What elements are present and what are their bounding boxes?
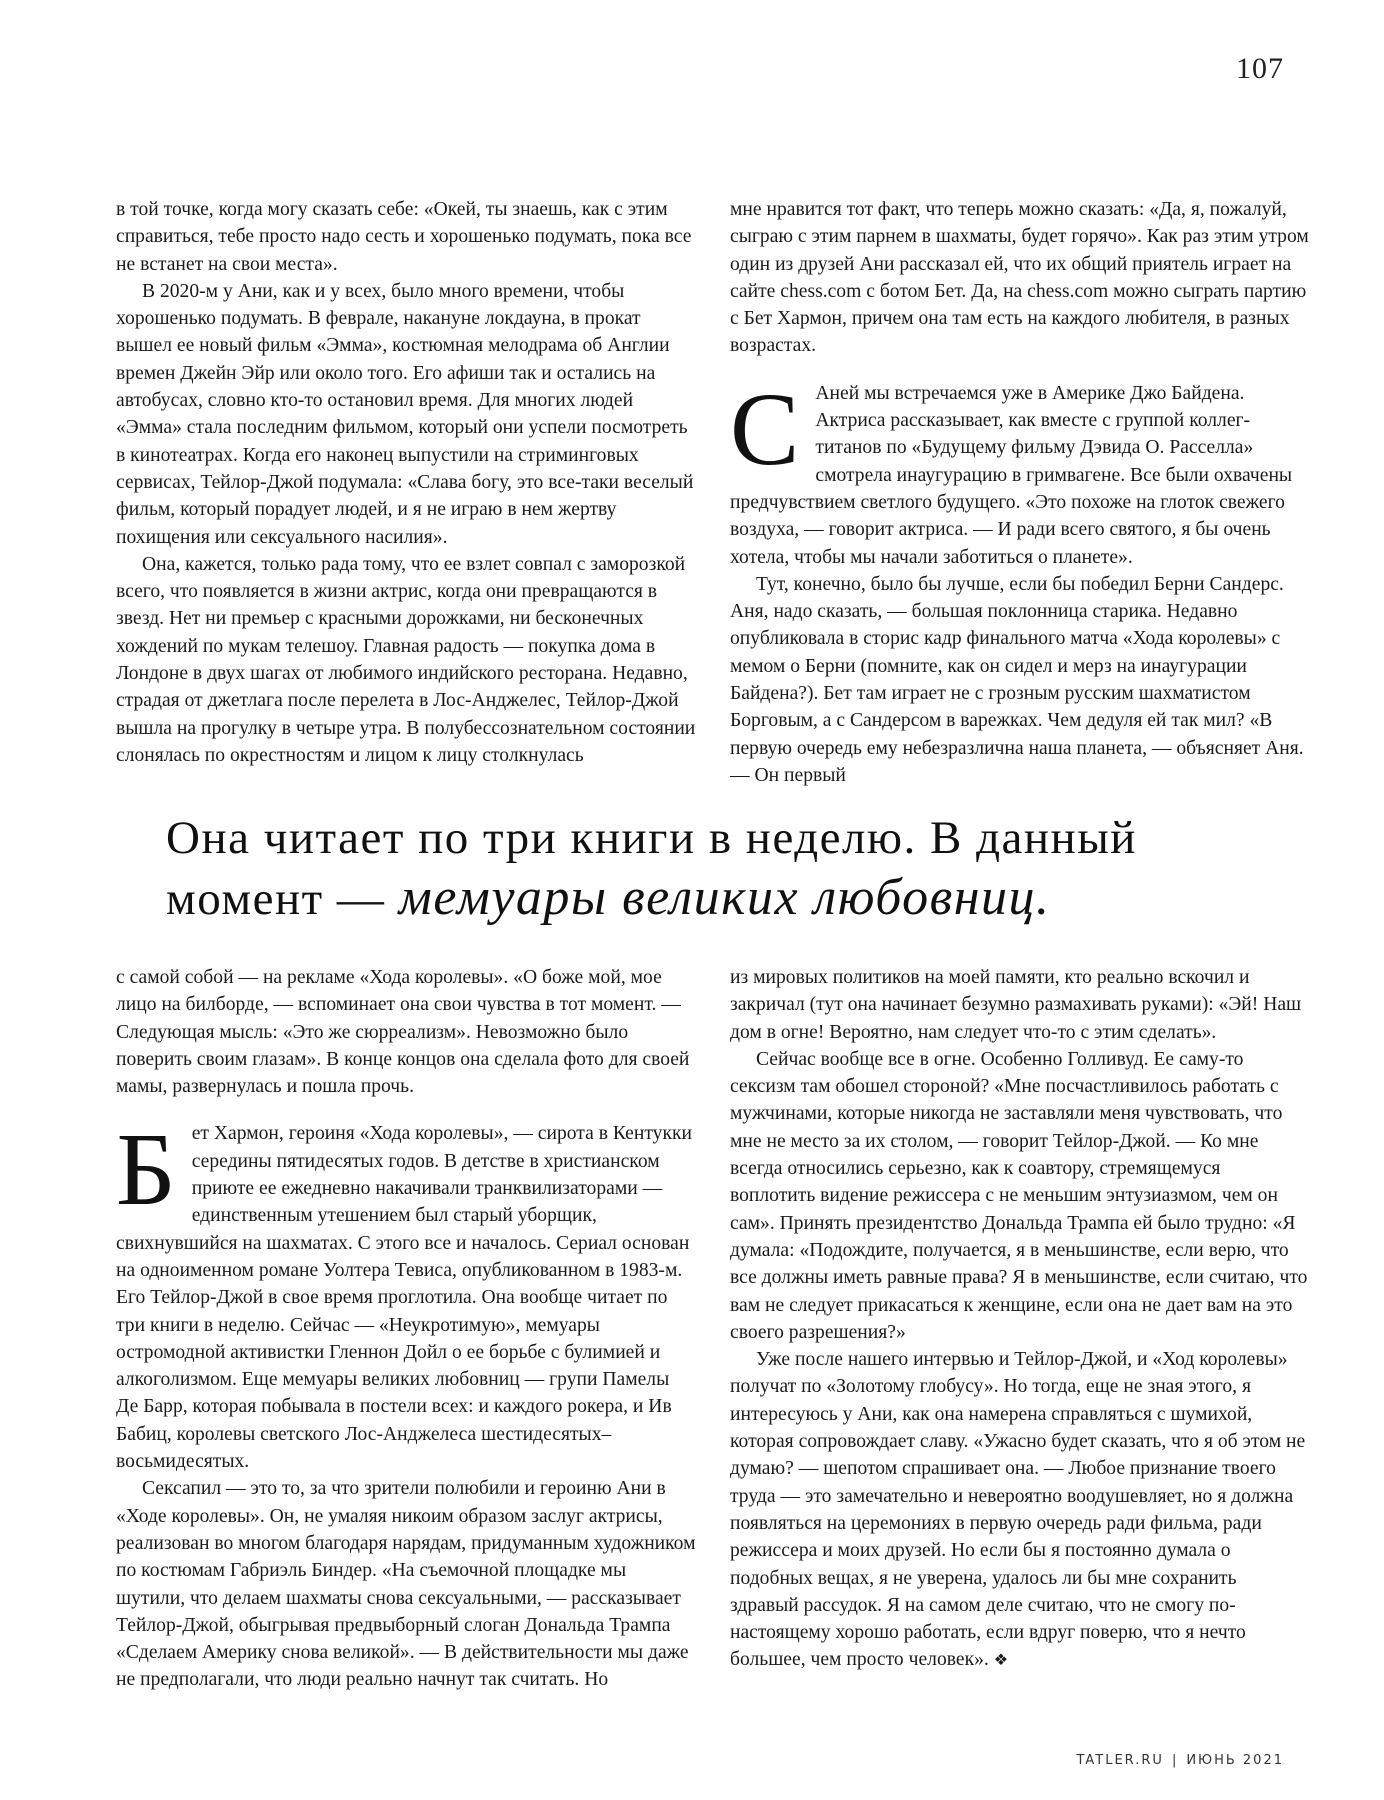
section-opening-paragraph <box>730 371 1310 571</box>
article-column-bottom-right <box>730 964 1310 1675</box>
footer-site: TATLER.RU <box>1076 1753 1164 1768</box>
paragraph: В 2020-м у Ани, как и у всех, было много времени, чтобы хорошенько подумать. В феврале, накануне локдауна, в прокат вышел ее новый фильм «Эмма», костюмная мелодрама об Англии времен Джейн Эйр или около того. Его афиши так и остались на автобусах, словно кто-то остановил время. Для многих людей «Эмма» стала последним фильмом, который они успели посмотреть в кинотеатрах. Когда его наконец выпустили на стриминговых сервисах, Тейлор-Джой подумала: «Слава богу, это все-таки веселый фильм, который порадует людей, и я не играю в нем жертву похищения или сексуального насилия». <box>116 280 694 548</box>
section-opening-paragraph <box>116 1112 696 1475</box>
article-column-top-left <box>116 196 696 769</box>
article-column-top-right <box>730 196 1310 789</box>
paragraph: из мировых политиков на моей памяти, кто реально вскочил и закричал (тут она начинает безумно размахивать руками): «Эй! Наш дом в огне! Вероятно, нам следует что-то с этим сделать». <box>730 967 1302 1043</box>
end-mark-icon: ❖ <box>993 1652 1009 1670</box>
paragraph-text: Уже после нашего интервью и Тейлор-Джой, и «Ход королевы» получат по «Золотому глобусу». Но тогда, еще не зная этого, я интересуюсь у Ани, как она намерена справляться с шумихой, которая сопровождает славу. «Ужасно будет сказать, что я об этом не думаю? — шепотом спрашивает она. — Любое признание твоего труда — это замечательно и невероятно воодушевляет, но я должна появляться на церемониях в первую очередь ради фильма, ради режиссера и моих друзей. Но если бы я постоянно думала о подобных вещах, я не уверена, удалось ли бы мне сохранить здравый рассудок. Я на самом деле считаю, что не смогу по-настоящему хорошо работать, если вдруг поверю, что я нечто большее, чем просто человек». <box>730 1349 1306 1671</box>
pull-quote-emphasis: мемуары великих любовниц. <box>398 869 1051 926</box>
page-number: 107 <box>1236 52 1284 85</box>
paragraph: Тут, конечно, было бы лучше, если бы победил Берни Сандерс. Аня, надо сказать, — большая поклонница старика. Недавно опубликовала в сторис кадр финального матча «Хода королевы» с мемом о Берни (помните, как он сидел и мерз на инаугурации Байдена?). Бет там играет не с грозным русским шахматистом Борговым, а с Сандерсом в варежках. Чем дедуля ей так мил? «В первую очередь ему небезразлична наша планета, — объясняет Аня. — Он первый <box>730 573 1304 786</box>
page-footer <box>1076 1753 1284 1768</box>
paragraph: Сейчас вообще все в огне. Особенно Голливуд. Ее саму-то сексизм там обошел стороной? «Мне посчастливилось работать с мужчинами, которые никогда не заставляли меня чувствовать, что мне не место за их столом, — говорит Тейлор-Джой. — Ко мне всегда относились серьезно, как к соавтору, стремящемуся воплотить видение режиссера с не меньшим энтузиазмом, чем он сам». Принять президентство Дональда Трампа ей было трудно: «Я думала: «Подождите, получается, я в меньшинстве, если верю, что все должны иметь равные права? Я в меньшинстве, если считаю, что вам не следует прикасаться к женщине, если она не дает вам на это своего разрешения?» <box>730 1048 1308 1343</box>
article-column-bottom-left <box>116 964 696 1694</box>
footer-issue: ИЮНЬ 2021 <box>1186 1753 1284 1768</box>
footer-separator: | <box>1171 1753 1179 1768</box>
paragraph <box>730 1346 1310 1675</box>
pull-quote-text: Она читает по три книги в неделю. В данный момент — <box>166 812 1137 925</box>
drop-cap: Б <box>116 1112 176 1228</box>
pull-quote <box>166 808 1266 929</box>
paragraph: мне нравится тот факт, что теперь можно сказать: «Да, я, пожалуй, сыграю с этим парнем в шахматы, будет горячо». Как раз этим утром один из друзей Ани рассказал ей, что их общий приятель играет на сайте chess.com с ботом Бет. Да, на chess.com можно сыграть партию с Бет Хармон, причем она там есть на каждого любителя, в разных возрастах. <box>730 199 1309 357</box>
paragraph-text: ет Хармон, героиня «Хода королевы», — сирота в Кентукки середины пятидесятых годов. В детстве в христианском приюте ее ежедневно накачивали транквилизаторами — единственным утешением был старый уборщик, свихнувшийся на шахматах. С этого все и началось. Сериал основан на одноименном романе Уолтера Тевиса, опубликованном в 1983-м. Его Тейлор-Джой в свое время проглотила. Она вообще читает по три книги в неделю. Сейчас — «Неукротимую», мемуары остромодной активистки Гленнон Дойл о ее борьбе с булимией и алкоголизмом. Еще мемуары великих любовниц — групи Памелы Де Барр, которая побывала в постели всех: и каждого рокера, и Ив Бабиц, королевы светского Лос-Анджелеса шестидесятых–восьмидесятых. <box>116 1123 692 1473</box>
paragraph: в той точке, когда могу сказать себе: «Окей, ты знаешь, как с этим справиться, тебе просто надо сесть и хорошенько подумать, пока все не встанет на свои места». <box>116 199 692 275</box>
paragraph: Она, кажется, только рада тому, что ее взлет совпал с заморозкой всего, что появляется в жизни актрис, когда они превращаются в звезд. Нет ни премьер с красными дорожками, ни бесконечных хождений по мукам телешоу. Главная радость — покупка дома в Лондоне в двух шагах от любимого индийского ресторана. Недавно, страдая от джетлага после перелета в Лос-Анджелес, Тейлор-Джой вышла на прогулку в четыре утра. В полубессознательном состоянии слонялась по окрестностям и лицом к лицу столкнулась <box>116 553 696 766</box>
paragraph: с самой собой — на рекламе «Хода королевы». «О боже мой, мое лицо на билборде, — вспоминает она свои чувства в тот момент. — Следующая мысль: «Это же сюрреализм». Невозможно было поверить своим глазам». В конце концов она сделала фото для своей мамы, развернулась и пошла прочь. <box>116 967 690 1098</box>
paragraph-text: Аней мы встречаемся уже в Америке Джо Байдена. Актриса рассказывает, как вместе с группой коллег-титанов по «Будущему фильму Дэвида О. Расселла» смотрела инаугурацию в гримвагене. Все были охвачены предчувствием светлого будущего. «Это похоже на глоток свежего воздуха, — говорит актриса. — И ради всего святого, я бы очень хотела, чтобы мы начали заботиться о планете». <box>730 382 1293 568</box>
paragraph: Сексапил — это то, за что зрители полюбили и героиню Ани в «Ходе королевы». Он, не умаляя никоим образом заслуг актрисы, реализован во многом благодаря нарядам, придуманным художником по костюмам Габриэль Биндер. «На съемочной площадке мы шутили, что делаем шахматы снова сексуальными, — рассказывает Тейлор-Джой, обыгрывая предвыборный слоган Дональда Трампа «Сделаем Америку снова великой». — В действительности мы даже не предполагали, что люди реально начнут так считать. Но <box>116 1478 696 1691</box>
drop-cap: С <box>730 371 800 487</box>
